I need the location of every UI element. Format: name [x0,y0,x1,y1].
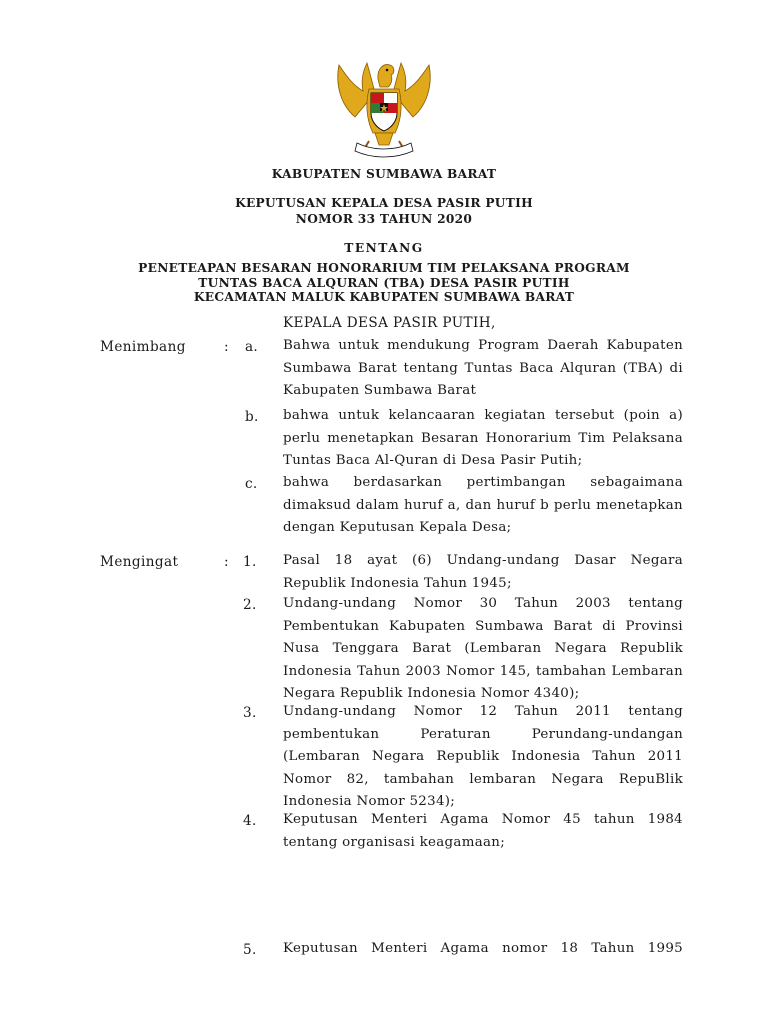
mengingat-item-3: Undang-undang Nomor 12 Tahun 2011 tentang pembentukan Peraturan Perundang-undangan (Lembaran Negara Republik Indonesia Tahun 2011 Nomor 82, tambahan lembaran Negara RepuBlik Indonesia Nomor 5234); [283,704,683,809]
regency-title: KABUPATEN SUMBAWA BARAT [271,167,497,181]
menimbang-item-b: bahwa untuk kelancaaran kegiatan tersebut (poin a) perlu menetapkan Besaran Honorarium Tim Pelaksana Tuntas Baca Al-Quran di Desa Pasir Putih; [283,408,683,468]
mengingat-item-4: Keputusan Menteri Agama Nomor 45 tahun 1984 tentang organisasi keagamaan; [283,812,683,850]
garuda-emblem [333,55,435,159]
menimbang-mark-b: b. [245,409,259,425]
mengingat-mark-2: 2. [243,597,257,613]
mengingat-item-1: Pasal 18 ayat (6) Undang-undang Dasar Negara Republik Indonesia Tahun 1945; [283,553,683,591]
menimbang-item-c: bahwa berdasarkan pertimbangan sebagaimana dimaksud dalam huruf a, dan huruf b perlu menetapkan dengan Keputusan Kepala Desa; [283,475,683,535]
menimbang-item-a: Bahwa untuk mendukung Program Daerah Kabupaten Sumbawa Barat tentang Tuntas Baca Alquran (TBA) di Kabupaten Sumbawa Barat [283,338,683,398]
mengingat-label: Mengingat [100,554,179,570]
mengingat-colon: : [224,554,229,570]
mengingat-item-5: Keputusan Menteri Agama nomor 18 Tahun 1995 [283,941,683,956]
decree-number: NOMOR 33 TAHUN 2020 [295,212,473,226]
subject-line-1: PENETEAPAN BESARAN HONORARIUM TIM PELAKSANA PROGRAM [138,261,630,275]
mengingat-mark-1: 1. [243,554,257,570]
opening-line: KEPALA DESA PASIR PUTIH, [283,315,496,331]
menimbang-mark-a: a. [245,339,259,355]
mengingat-item-2: Undang-undang Nomor 30 Tahun 2003 tentang Pembentukan Kabupaten Sumbawa Barat di Provinsi Nusa Tenggara Barat (Lembaran Negara Republik Indonesia Tahun 2003 Nomor 145, tambahan Lembaran Negara Republik Indonesia Nomor 4340); [283,596,683,701]
about-heading: TENTANG [344,241,424,255]
mengingat-mark-4: 4. [243,813,257,829]
menimbang-label: Menimbang [100,339,186,355]
mengingat-mark-3: 3. [243,705,257,721]
subject-line-2: TUNTAS BACA ALQURAN (TBA) DESA PASIR PUTIH [198,276,570,290]
decree-title: KEPUTUSAN KEPALA DESA PASIR PUTIH [235,196,533,210]
menimbang-mark-c: c. [245,476,258,492]
mengingat-mark-5: 5. [243,942,257,958]
menimbang-colon: : [224,339,229,355]
subject-line-3: KECAMATAN MALUK KABUPATEN SUMBAWA BARAT [193,290,575,304]
